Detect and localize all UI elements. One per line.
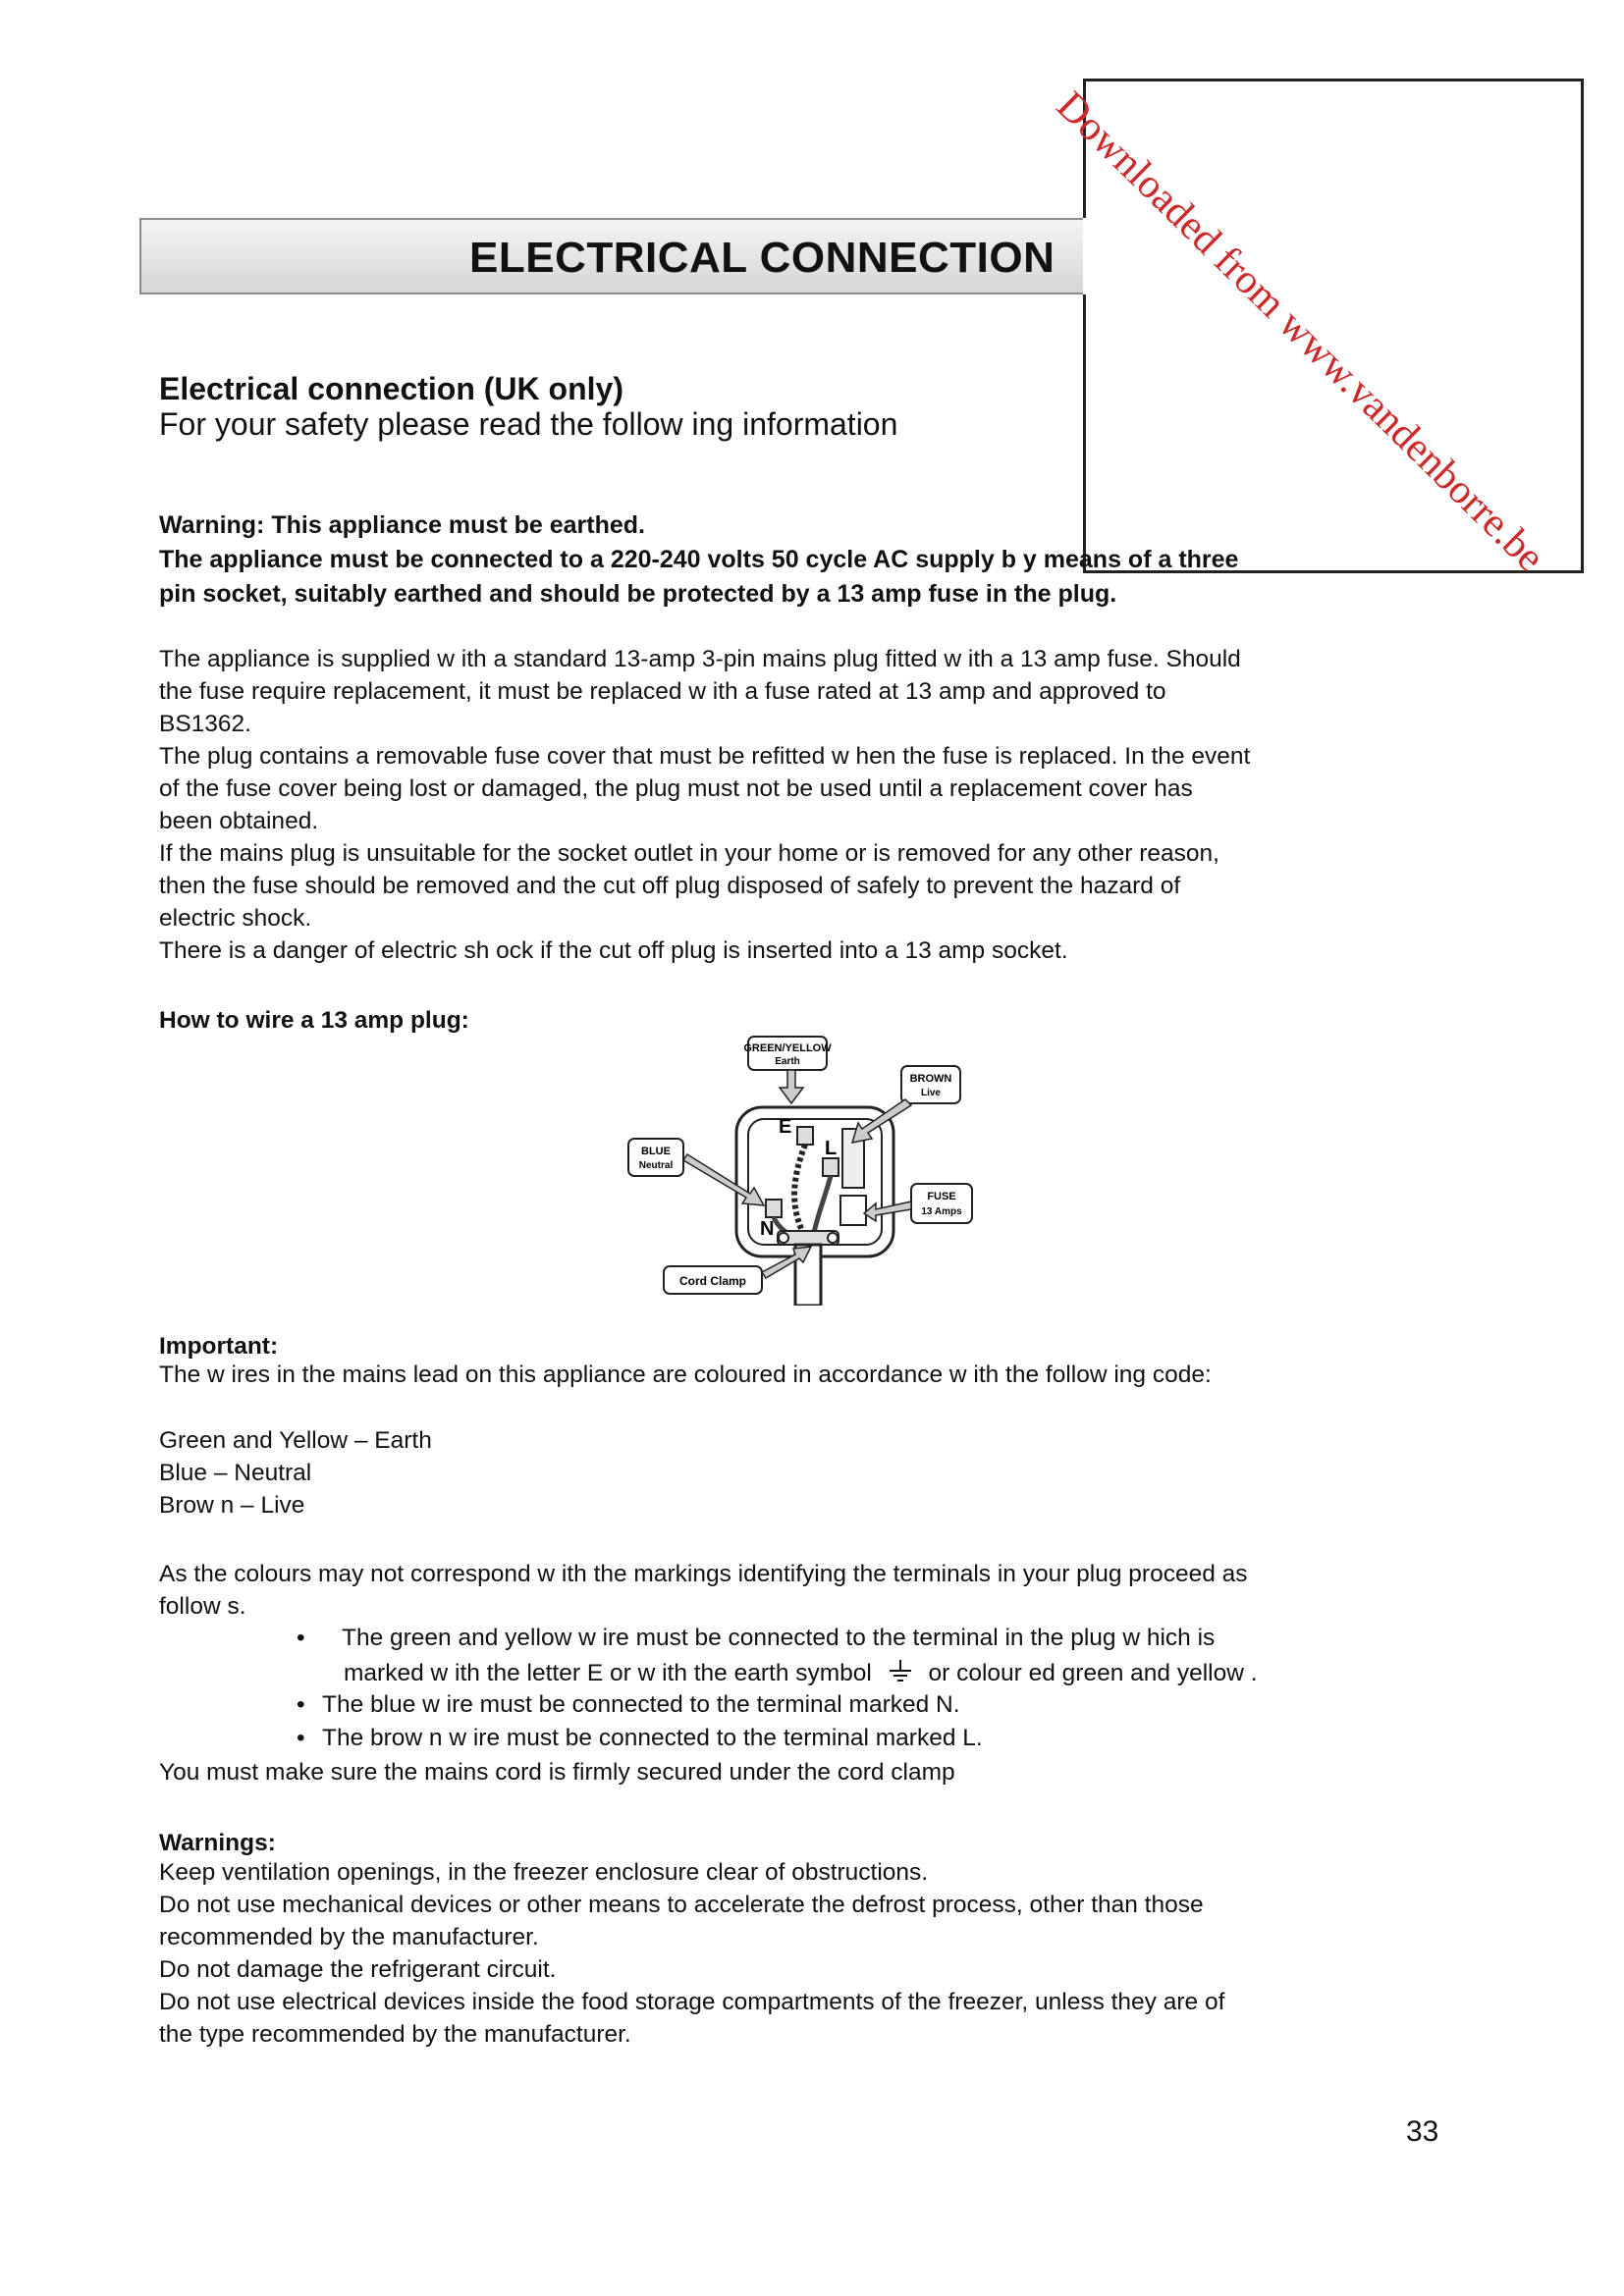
- bullet-3: The brow n w ire must be connected to the terminal marked L.: [322, 1725, 983, 1751]
- clamp-screw: [828, 1233, 838, 1243]
- fuse-cartridge: [840, 1196, 866, 1225]
- wire-colour-codes: [159, 1424, 1445, 1522]
- warning-item: recommended by the manufacturer.: [159, 1924, 539, 1950]
- bullet-dot: •: [297, 1691, 305, 1718]
- body-line: BS1362.: [159, 711, 251, 737]
- warning-item: Do not damage the refrigerant circuit.: [159, 1956, 557, 1983]
- warning-item: Do not use mechanical devices or other means to accelerate the defrost process, other than those: [159, 1892, 1204, 1918]
- body-line: There is a danger of electric sh ock if the cut off plug is inserted into a 13 amp socket.: [159, 937, 1068, 964]
- letter-l: L: [825, 1138, 838, 1159]
- important-heading: Important:: [159, 1333, 279, 1360]
- body-text: [159, 643, 1445, 967]
- watermark-text: Downloaded from www.vandenborre.be: [1048, 82, 1553, 581]
- arrow-earth: [780, 1070, 803, 1103]
- bullet-1-text-b: marked w ith the letter E or w ith the earth symbol: [344, 1660, 872, 1686]
- warning-line-3: pin socket, suitably earthed and should be protected by a 13 amp fuse in the plug.: [159, 580, 1117, 608]
- wiring-heading: How to wire a 13 amp plug:: [159, 1007, 469, 1034]
- plug-wiring-diagram: [621, 1031, 984, 1306]
- warnings-heading: Warnings:: [159, 1830, 276, 1856]
- bullet-dot: •: [297, 1725, 305, 1751]
- important-intro: The w ires in the mains lead on this appliance are coloured in accordance w ith the follow ing code:: [159, 1362, 1212, 1388]
- note-line-2: follow s.: [159, 1593, 246, 1620]
- warning-item: Do not use electrical devices inside the food storage compartments of the freezer, unless they are of: [159, 1989, 1225, 2015]
- body-line: been obtained.: [159, 808, 319, 834]
- warning-item: the type recommended by the manufacturer.: [159, 2021, 631, 2048]
- section-title: Electrical connection (UK only): [159, 371, 623, 406]
- cord-clamp-note: You must make sure the mains cord is firmly secured under the cord clamp: [159, 1759, 955, 1786]
- letter-e: E: [779, 1116, 792, 1138]
- bullet-dot: •: [297, 1625, 305, 1651]
- earth-terminal: [797, 1127, 813, 1145]
- label-fuse: FUSE: [927, 1191, 956, 1202]
- label-neutral: Neutral: [638, 1160, 674, 1171]
- neutral-terminal: [766, 1200, 782, 1217]
- warnings-list: [159, 1856, 1445, 2051]
- body-line: If the mains plug is unsuitable for the socket outlet in your home or is removed for any other reason,: [159, 840, 1219, 867]
- bullet-1-line-a: The green and yellow w ire must be connected to the terminal in the plug w hich is: [342, 1625, 1216, 1651]
- warning-item: Keep ventilation openings, in the freezer enclosure clear of obstructions.: [159, 1859, 929, 1886]
- label-live: Live: [920, 1088, 942, 1098]
- bullet-2: The blue w ire must be connected to the terminal marked N.: [322, 1691, 960, 1718]
- warning-line-2: The appliance must be connected to a 220-240 volts 50 cycle AC supply b y means of a three: [159, 546, 1239, 573]
- label-earth: Earth: [775, 1056, 800, 1067]
- letter-n: N: [760, 1218, 775, 1240]
- label-cord-clamp: Cord Clamp: [678, 1274, 747, 1288]
- body-line: electric shock.: [159, 905, 312, 932]
- page-number: 33: [1406, 2115, 1439, 2148]
- colour-note: [159, 1558, 1445, 1623]
- label-box-fuse: [911, 1184, 972, 1223]
- watermark-box: [1083, 79, 1584, 573]
- note-line-1: As the colours may not correspond w ith the markings identifying the terminals in your plug proceed as: [159, 1561, 1248, 1587]
- label-green-yellow: GREEN/YELLOW: [743, 1042, 832, 1054]
- earth-symbol-icon: [887, 1659, 914, 1684]
- warning-block: [159, 508, 1445, 612]
- live-terminal: [823, 1158, 839, 1176]
- body-line: the fuse require replacement, it must be replaced w ith a fuse rated at 13 amp and approved to: [159, 678, 1166, 705]
- label-13-amps: 13 Amps: [921, 1206, 962, 1217]
- code-neutral: Blue – Neutral: [159, 1460, 312, 1486]
- body-line: The appliance is supplied w ith a standard 13-amp 3-pin mains plug fitted w ith a 13 amp fuse. Should: [159, 646, 1241, 672]
- body-line: then the fuse should be removed and the cut off plug disposed of safely to prevent the hazard of: [159, 873, 1181, 899]
- code-earth: Green and Yellow – Earth: [159, 1427, 432, 1454]
- bullet-1-line-b: [344, 1657, 1258, 1689]
- body-line: of the fuse cover being lost or damaged, the plug must not be used until a replacement cover has: [159, 775, 1193, 802]
- label-brown: BROWN: [909, 1073, 952, 1085]
- bullet-1-text-c: or colour ed green and yellow .: [928, 1660, 1258, 1686]
- code-live: Brow n – Live: [159, 1492, 305, 1519]
- warning-line-1: Warning: This appliance must be earthed.: [159, 511, 645, 539]
- body-line: The plug contains a removable fuse cover that must be refitted w hen the fuse is replaced. In the event: [159, 743, 1251, 770]
- label-blue: BLUE: [641, 1146, 671, 1157]
- section-subtitle: For your safety please read the follow ing information: [159, 406, 898, 442]
- clamp-screw: [779, 1233, 788, 1243]
- page-title: ELECTRICAL CONNECTION: [469, 234, 1056, 282]
